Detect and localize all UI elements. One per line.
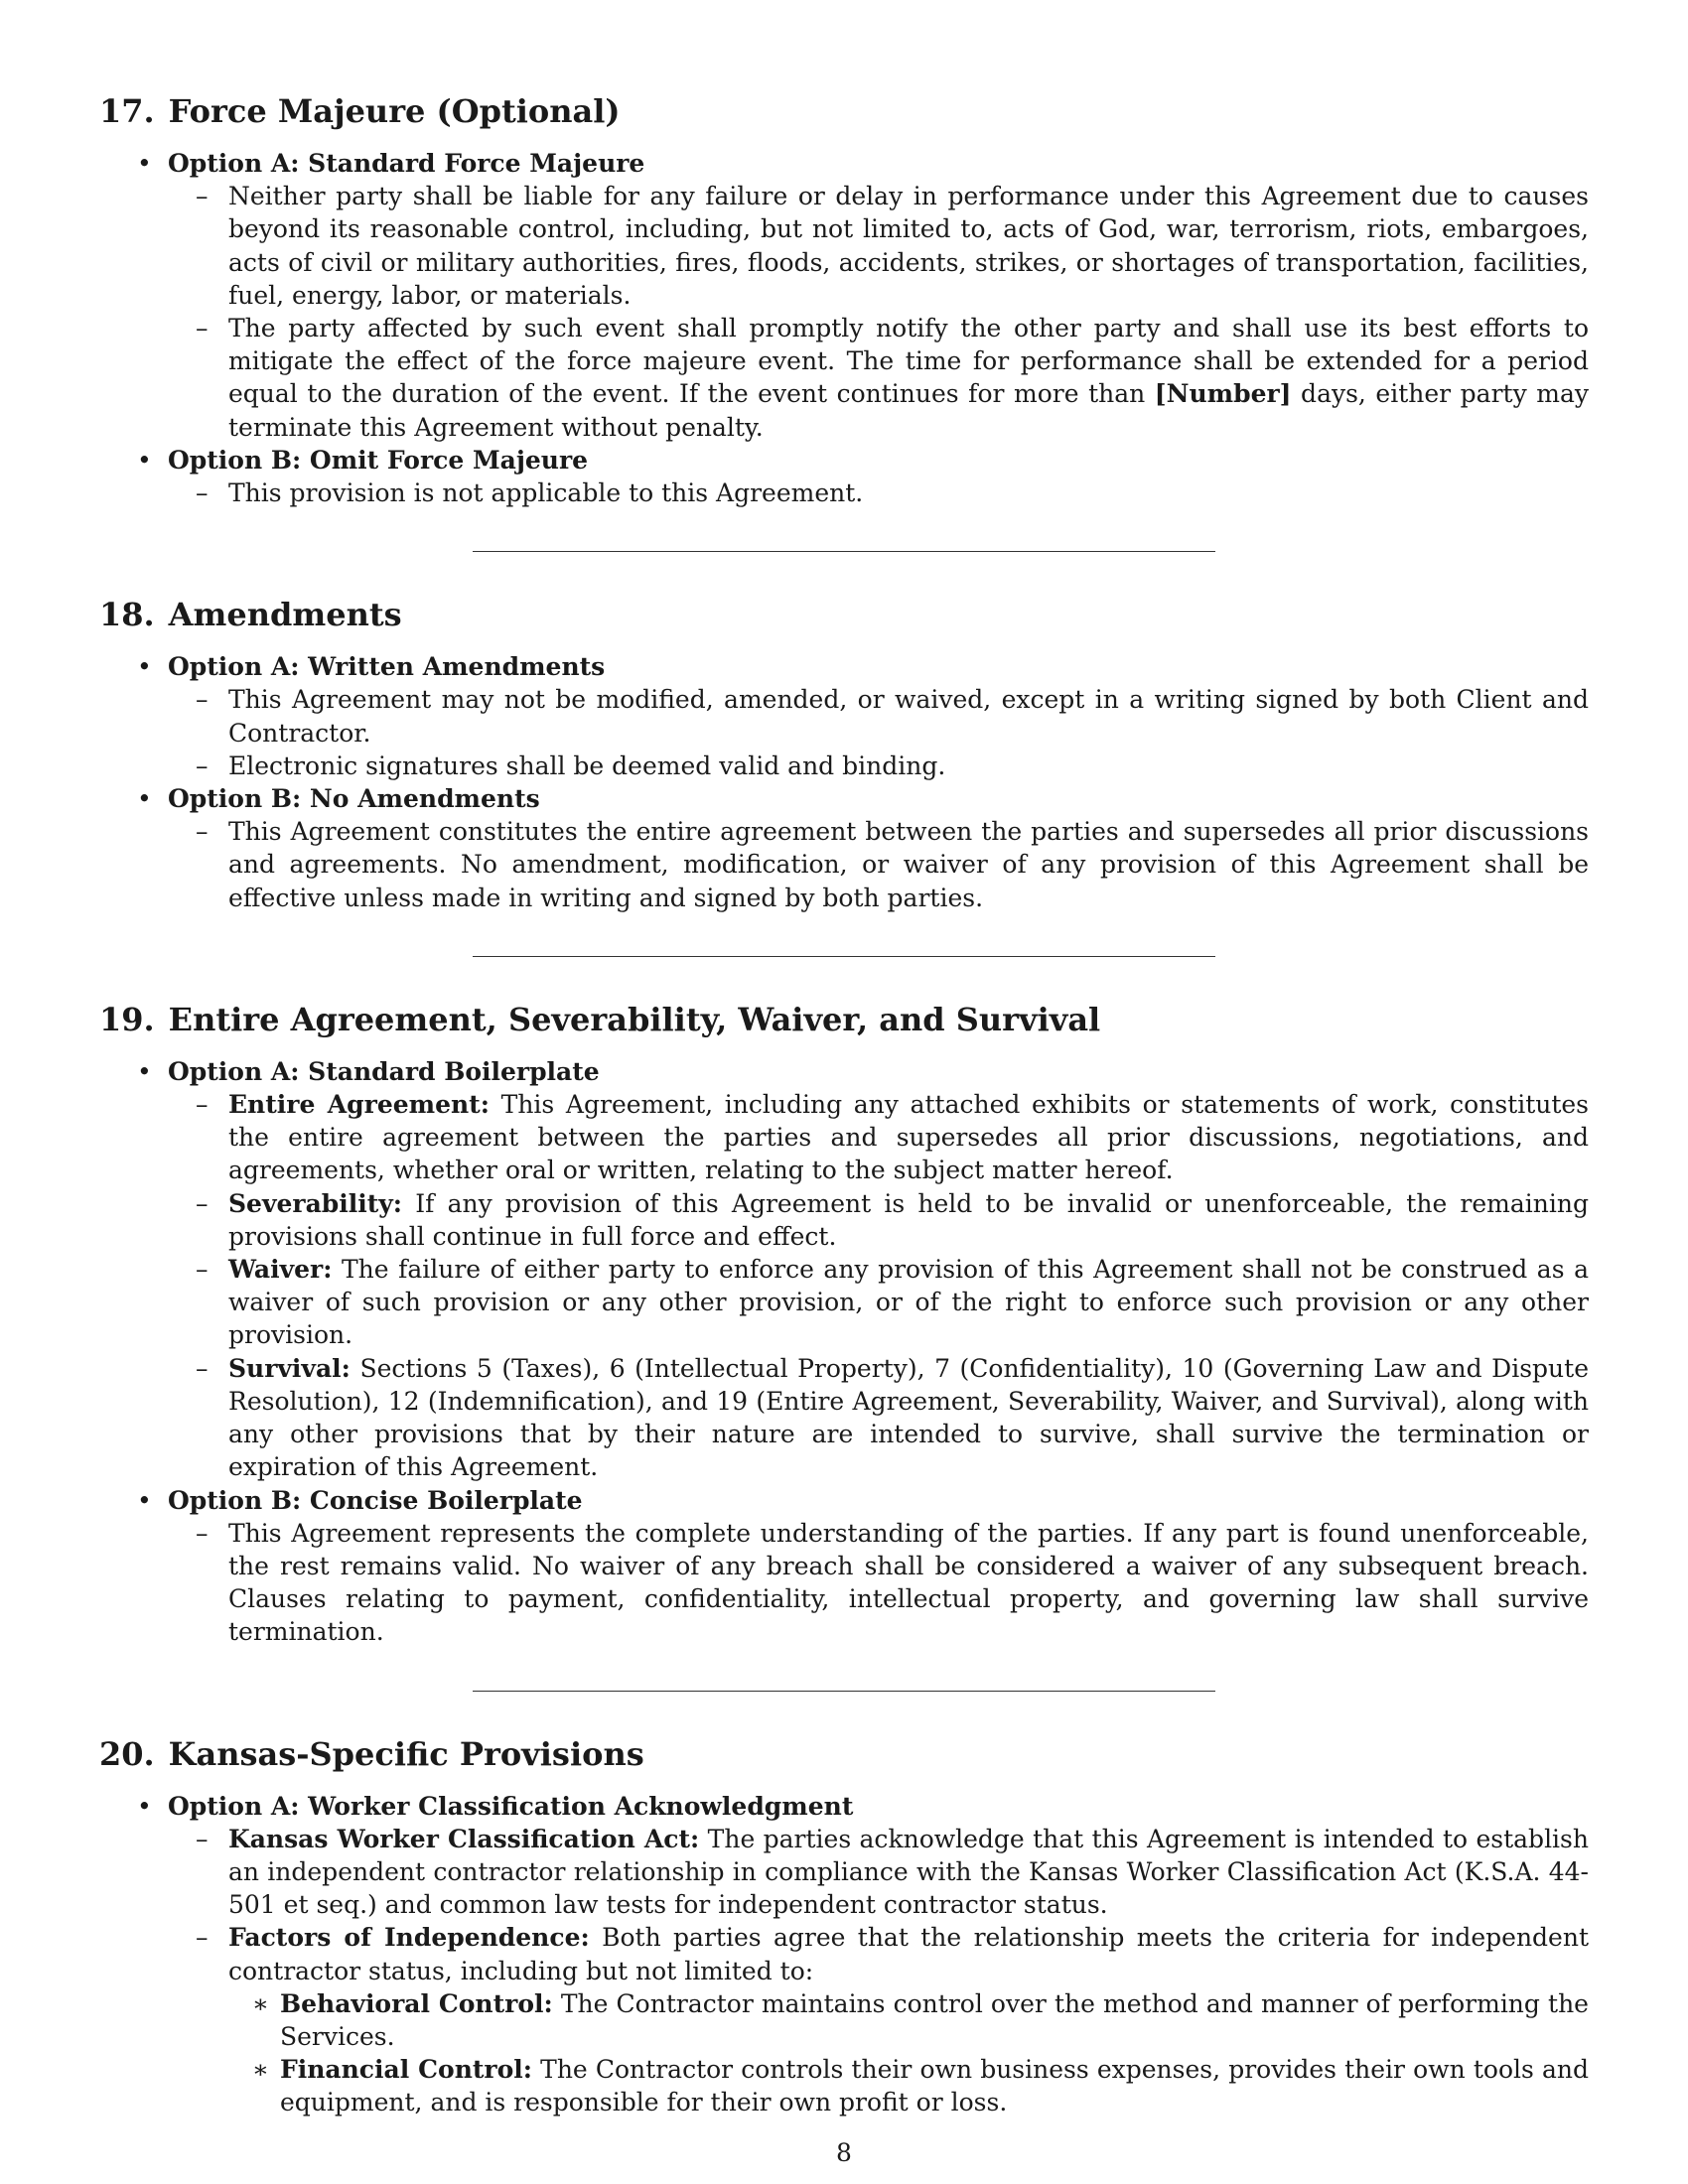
section-title: Entire Agreement, Severability, Waiver, and Survival [168,1000,1101,1038]
section-divider [473,551,1215,552]
clause-list [168,1088,1589,1483]
clause-text: The failure of either party to enforce any provision of this Agreement shall not be construed as a waiver of such provision or any other provision, or of the right to enforce such provision or any other provision. [228,1255,1589,1350]
section-number: 20. [99,1734,155,1773]
section-title: Kansas-Specific Provisions [168,1734,644,1773]
dash-icon: – [196,1090,209,1120]
clause-text: Neither party shall be liable for any failure or delay in performance under this Agreement due to causes beyond its reasonable control, including, but not limited to, acts of God, war, terrorism, riots, embargoes, acts of civil or military authorities, fires, floods, accidents, strikes, or shortages of transportation, facilities, fuel, energy, labor, or materials. [228,182,1589,310]
clause-text: This Agreement represents the complete understanding of the parties. If any part is found unenforceable, the rest remains valid. No waiver of any breach shall be considered a waiver of any subsequent breach. Clauses relating to payment, confidentiality, intellectual property, and governing law shall survive termination. [228,1518,1589,1647]
option-item [99,147,1589,444]
asterisk-icon: ∗ [252,2055,269,2085]
clause-item [168,1187,1589,1253]
option-item [99,444,1589,509]
bullet-icon: • [137,784,152,814]
section-heading [99,1734,1589,1774]
option-title: Option A: Worker Classification Acknowledgment [168,1791,854,1821]
section-heading [99,1000,1589,1039]
clause-list [168,180,1589,444]
subclause-lead: Financial Control: [280,2055,532,2085]
clause-lead: Survival: [228,1353,351,1383]
dash-icon: – [196,817,209,847]
bullet-icon: • [137,1485,152,1515]
dash-icon: – [196,1255,209,1285]
clause-list [168,1823,1589,2119]
section-number: 18. [99,596,155,634]
section-heading [99,595,1589,634]
clause-item [168,1088,1589,1187]
clause-item [168,750,1589,782]
option-item [99,1790,1589,2119]
dash-icon: – [196,1923,209,1953]
option-title: Option A: Standard Boilerplate [168,1056,600,1086]
asterisk-icon: ∗ [252,1988,269,2018]
option-item [99,650,1589,782]
clause-item [168,1823,1589,1922]
subclause-item [228,2053,1589,2118]
bullet-icon: • [137,1791,152,1821]
clause-text: Electronic signatures shall be deemed valid and binding. [228,751,946,780]
clause-text: The parties acknowledge that this Agreement is intended to establish an independent contractor relationship in compliance with the Kansas Worker Classification Act (K.S.A. 44-501 et seq.) and common law tests for independent contractor status. [228,1824,1589,1920]
clause-list [168,815,1589,914]
clause-item [168,815,1589,914]
bullet-icon: • [137,445,152,475]
clause-item [168,1921,1589,2118]
section-17 [99,91,1589,509]
option-list [99,650,1589,914]
section-19 [99,1000,1589,1649]
subclause-text: The Contractor maintains control over the method and manner of performing the Services. [280,1988,1589,2051]
option-item [99,1484,1589,1649]
option-title: Option B: Concise Boilerplate [168,1485,583,1515]
clause-text: days, either party may terminate this Agreement without penalty. [228,379,1590,442]
page-number: 8 [836,2138,852,2167]
dash-icon: – [196,182,209,211]
section-heading [99,91,1589,131]
dash-icon: – [196,314,209,343]
section-title: Force Majeure (Optional) [168,92,621,130]
clause-text: If any provision of this Agreement is held to be invalid or unenforceable, the remaining provisions shall continue in full force and effect. [228,1188,1589,1251]
placeholder-number: [Number] [1154,379,1292,409]
clause-item [168,1253,1589,1352]
subclause-item [228,1987,1589,2053]
dash-icon: – [196,478,209,508]
subclause-list [228,1987,1589,2119]
clause-lead: Entire Agreement: [228,1090,490,1120]
clause-list [168,683,1589,782]
clause-item [168,477,1589,509]
clause-lead: Kansas Worker Classification Act: [228,1824,700,1853]
section-divider [473,956,1215,957]
clause-text: The party affected by such event shall promptly notify the other party and shall use its best efforts to mitigate the effect of the force majeure event. The time for performance shall be extended for a period equal to the duration of the event. If the event continues for more than [228,314,1589,409]
bullet-icon: • [137,1056,152,1086]
clause-item [168,1517,1589,1649]
document-page [99,91,1589,2119]
bullet-icon: • [137,149,152,178]
dash-icon: – [196,1353,209,1383]
clause-lead: Waiver: [228,1255,333,1285]
section-number: 17. [99,92,155,130]
clause-item [168,180,1589,312]
subclause-text: The Contractor controls their own business expenses, provides their own tools and equipment, and is responsible for their own profit or loss. [280,2055,1589,2117]
option-item [99,782,1589,914]
clause-text: This Agreement may not be modified, amended, or waived, except in a writing signed by both Client and Contractor. [228,685,1589,748]
option-title: Option B: Omit Force Majeure [168,445,589,475]
option-list [99,1790,1589,2119]
bullet-icon: • [137,652,152,682]
clause-text: Both parties agree that the relationship meets the criteria for independent contractor status, including but not limited to: [228,1923,1589,1985]
option-list [99,1055,1589,1649]
dash-icon: – [196,685,209,715]
clause-item [168,683,1589,749]
section-divider [473,1691,1215,1692]
option-title: Option B: No Amendments [168,784,540,814]
dash-icon: – [196,751,209,780]
clause-list [168,477,1589,509]
subclause-lead: Behavioral Control: [280,1988,553,2018]
option-title: Option A: Written Amendments [168,652,606,682]
section-20 [99,1734,1589,2119]
clause-text: This provision is not applicable to this Agreement. [228,478,864,508]
clause-text: Sections 5 (Taxes), 6 (Intellectual Property), 7 (Confidentiality), 10 (Governing Law and Dispute Resolution), 12 (Indemnification), and 19 (Entire Agreement, Severability, Waiver, and Survival), along with any other provisions that by their nature are intended to survive, shall survive the termination or expiration of this Agreement. [228,1353,1589,1482]
section-title: Amendments [168,596,402,634]
option-item [99,1055,1589,1484]
section-18 [99,595,1589,914]
dash-icon: – [196,1824,209,1853]
clause-text: This Agreement constitutes the entire agreement between the parties and supersedes all prior discussions and agreements. No amendment, modification, or waiver of any provision of this Agreement shall be effective unless made in writing and signed by both parties. [228,817,1589,912]
clause-item [168,1352,1589,1484]
dash-icon: – [196,1518,209,1548]
clause-lead: Severability: [228,1188,403,1218]
option-list [99,147,1589,509]
option-title: Option A: Standard Force Majeure [168,149,645,178]
clause-list [168,1517,1589,1649]
dash-icon: – [196,1188,209,1218]
clause-text: This Agreement, including any attached exhibits or statements of work, constitutes the entire agreement between the parties and supersedes all prior discussions, negotiations, and agreements, whether oral or written, relating to the subject matter hereof. [228,1090,1590,1185]
clause-lead: Factors of Independence: [228,1923,590,1953]
section-number: 19. [99,1000,155,1038]
clause-item [168,312,1589,444]
